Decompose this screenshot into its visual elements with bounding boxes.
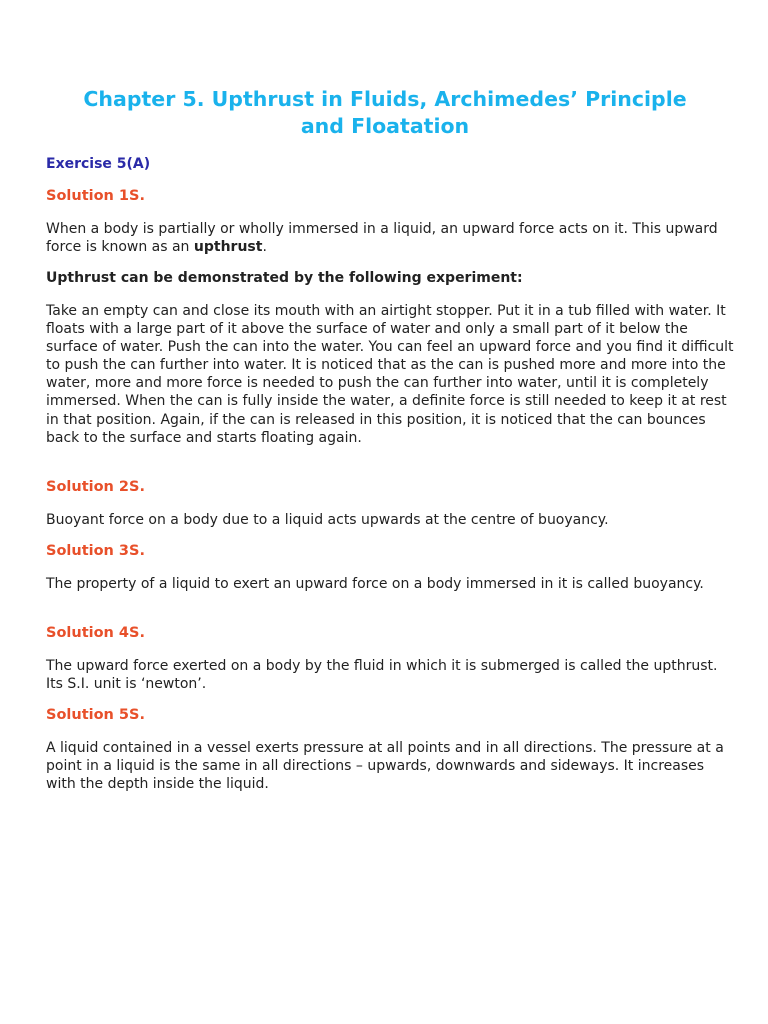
- exercise-heading: Exercise 5(A): [46, 156, 151, 172]
- upthrust-term: upthrust: [193, 239, 263, 256]
- experiment-paragraph: Take an empty can and close its mouth with an airtight stopper. Put it in a tub filled with water. It floats with a large part of it above the surface of water and only a small part of it below the surface of water. Push the can into the water. You can feel an upward force and you find it difficult to push the can further into water. It is noticed that as the can is pushed more and more into the water, more and more force is needed to push the can further into water, until it is completely immersed. When the can is fully inside the water, a definite force is still needed to keep it at rest in that position. Again, if the can is released in this position, it is noticed that the can bounces back to the surface and starts floating again.: [46, 303, 734, 446]
- chapter-title-line-1: Chapter 5. Upthrust in Fluids, Archimedes’ Principle: [83, 87, 687, 111]
- solution-1-heading: Solution 1S.: [46, 188, 145, 204]
- solution-1-period: .: [262, 239, 267, 256]
- solution-4-heading: Solution 4S.: [46, 625, 145, 641]
- solution-1-paragraph: [46, 220, 736, 256]
- solution-3-text: The property of a liquid to exert an upward force on a body immersed in it is called buoyancy.: [46, 576, 704, 592]
- solution-2-heading: Solution 2S.: [46, 479, 145, 495]
- chapter-title: [30, 86, 740, 140]
- solution-5-heading: Solution 5S.: [46, 707, 145, 723]
- solution-2-text: Buoyant force on a body due to a liquid acts upwards at the centre of buoyancy.: [46, 512, 609, 528]
- solution-5-text: A liquid contained in a vessel exerts pressure at all points and in all directions. The pressure at a point in a liquid is the same in all directions – upwards, downwards and sideways. It increases with the depth inside the liquid.: [46, 740, 724, 793]
- solution-3-heading: Solution 3S.: [46, 543, 145, 559]
- experiment-lead: Upthrust can be demonstrated by the following experiment:: [46, 270, 523, 286]
- solution-4-text: The upward force exerted on a body by the fluid in which it is submerged is called the upthrust. Its S.I. unit is ‘newton’.: [46, 658, 718, 693]
- chapter-title-line-2: and Floatation: [300, 114, 470, 138]
- solution-1-text: When a body is partially or wholly immersed in a liquid, an upward force acts on it. This upward force is known as an: [46, 221, 718, 256]
